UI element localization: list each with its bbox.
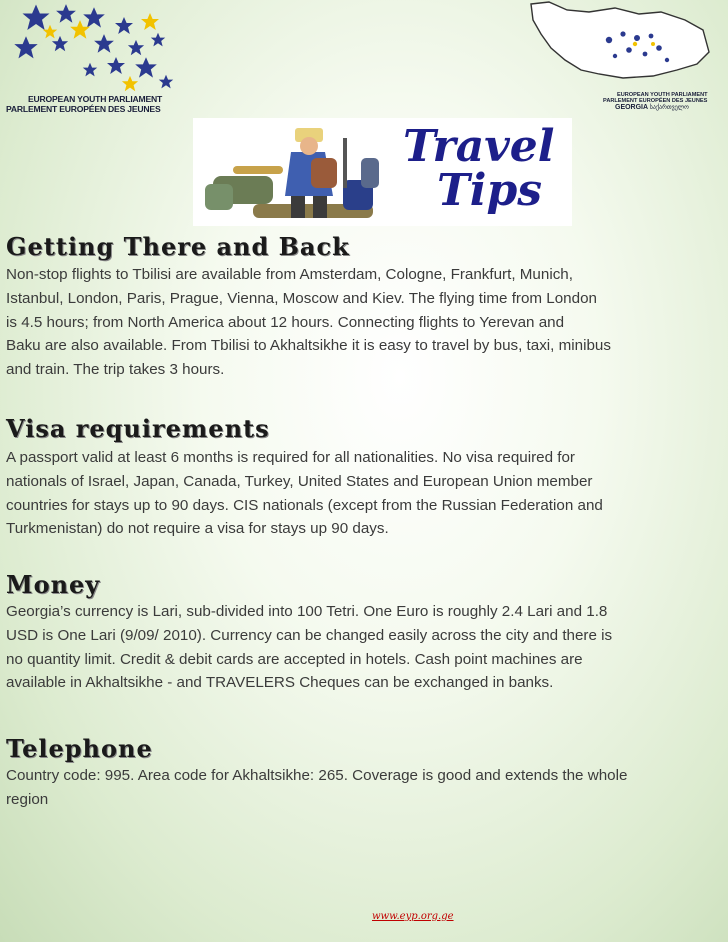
banner-title-travel: Travel: [403, 121, 555, 172]
right-logo-line1: EUROPEAN YOUTH PARLIAMENT: [617, 92, 708, 98]
section-heading-visa: Visa requirements: [6, 414, 270, 443]
left-logo-line1: EUROPEAN YOUTH PARLIAMENT: [28, 94, 163, 104]
right-logo-text: [603, 92, 713, 111]
section-heading-money: Money: [6, 570, 101, 599]
georgia-map-icon: [527, 0, 712, 92]
section-heading-telephone: Telephone: [6, 734, 153, 763]
right-logo-country-native: საქართველო: [649, 104, 689, 111]
right-logo-country: GEORGIA: [615, 103, 648, 111]
section-body-getting-there: Non-stop flights to Tbilisi are available from Amsterdam, Cologne, Frankfurt, Munich, Istanbul, London, Paris, Prague, Vienna, Moscow and Kiev. The flying time from London is 4.5 hours; from North America about 12 hours. Connecting flights to Yerevan and Baku are also available. From Tbilisi to Akhaltsikhe it is easy to travel by bus, taxi, minibus and train. The trip takes 3 hours.: [6, 266, 611, 379]
section-body-visa: A passport valid at least 6 months is required for all nationalities. No visa required for nationals of Israel, Japan, Canada, Turkey, United States and European Union member countries for stays up to 90 days. CIS nationals (except from the Russian Federation and Turkmenistan) do not require a visa for stays up 90 days.: [6, 449, 603, 538]
traveler-illustration-icon: [193, 118, 393, 226]
section-body-telephone: Country code: 995. Area code for Akhaltsikhe: 265. Coverage is good and extends the whole region: [6, 767, 628, 808]
section-heading-getting-there: Getting There and Back: [6, 232, 350, 261]
eyp-georgia-logo: [527, 0, 712, 120]
website-link[interactable]: www.eyp.org.ge: [372, 911, 454, 922]
banner-title-tips: Tips: [437, 165, 542, 216]
left-logo-text: [6, 94, 181, 114]
right-logo-line2: PARLEMENT EUROPÉEN DES JEUNES: [603, 98, 708, 105]
left-logo-line2: PARLEMENT EUROPÉEN DES JEUNES: [6, 104, 161, 114]
stars-logo-icon: [6, 4, 176, 94]
section-body-money: Georgia’s currency is Lari, sub-divided into 100 Tetri. One Euro is roughly 2.4 Lari and 1.8 USD is One Lari (9/09/ 2010). Currency can be changed easily across the city and there is no quantity limit. Credit & debit cards are accepted in hotels. Cash point machines are available in Akhaltsikhe - and TRAVELERS Cheques can be exchanged in banks.: [6, 603, 613, 692]
travel-tips-banner: [193, 118, 572, 226]
eyp-logo-left: [6, 4, 176, 116]
right-logo-country-row: [603, 105, 713, 111]
